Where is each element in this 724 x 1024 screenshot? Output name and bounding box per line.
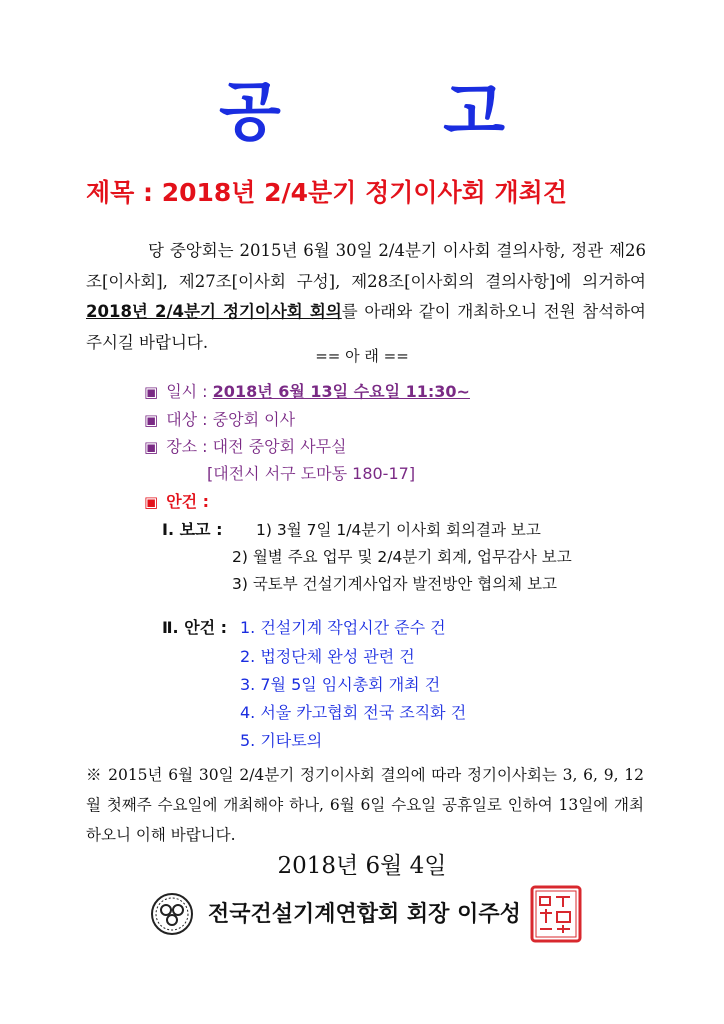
report-heading [162,518,222,542]
intro-paragraph [86,236,646,358]
intro-part2: 를 아래와 같이 개최하오니 전원 참석하여 주시길 바랍니다. [86,302,646,352]
detail-datetime [144,380,470,404]
intro-part1: 당 중앙회는 2015년 6월 30일 2/4분기 이사회 결의사항, 정관 제26조[이사회], 제27조[이사회 구성], 제28조[이사회의 결의사항]에 의거하여 [86,241,646,291]
square-bullet-icon: ▣ [144,411,159,429]
agenda-item: 1. 건설기계 작업시간 준수 건 [240,618,446,637]
note-paragraph: ※ 2015년 6월 30일 2/4분기 정기이사회 결의에 따라 정기이사회는 3, 6, 9, 12월 첫째주 수요일에 개최해야 하나, 6월 6일 수요일 공휴일로 인하여 13일에 개최하오니 이해 바랍니다. [86,766,644,844]
association-logo-icon [150,892,194,936]
square-bullet-icon: ▣ [144,383,159,401]
report-item: 3) 국토부 건설기계사업자 발전방안 협의체 보고 [232,575,558,593]
report-item: 2) 월별 주요 업무 및 2/4분기 회계, 업무감사 보고 [232,548,572,566]
subject-line: 제목 : 2018년 2/4분기 정기이사회 개최건 [86,178,567,207]
agenda-item: 3. 7월 5일 임시총회 개최 건 [240,675,441,694]
agenda-label-text: 안건 : [166,492,210,511]
agenda-label [144,490,209,514]
intro-meeting-name: 2018년 2/4분기 정기이사회 회의 [86,302,342,321]
place-address: [대전시 서구 도마동 180-17] [207,464,416,483]
square-bullet-icon: ▣ [144,493,159,511]
datetime-label: 일시 : [166,382,208,401]
issue-date: 2018년 6월 4일 [277,853,447,879]
official-seal-icon [530,885,582,943]
report-heading-text: Ⅰ. 보고 : [162,520,223,539]
agenda-item: 5. 기타토의 [240,731,323,750]
detail-place [144,435,347,459]
target-value: 중앙회 이사 [212,410,296,429]
report-item: 1) 3월 7일 1/4분기 이사회 회의결과 보고 [256,521,541,539]
notice-label: == 아 래 == [315,347,409,365]
notice-title: 공 고 [219,76,575,150]
agenda-item: 2. 법정단체 완성 관련 건 [240,647,415,666]
detail-target [144,408,295,432]
square-bullet-icon: ▣ [144,438,159,456]
place-label: 장소 : [166,437,208,456]
place-value: 대전 중앙회 사무실 [212,437,347,456]
agenda-heading: Ⅱ. 안건 : [162,618,228,637]
datetime-value: 2018년 6월 13일 수요일 11:30~ [212,382,470,401]
signature-line: 전국건설기계연합회 회장 이주성 [208,902,521,927]
target-label: 대상 : [166,410,208,429]
agenda-item: 4. 서울 카고협회 전국 조직화 건 [240,703,467,722]
